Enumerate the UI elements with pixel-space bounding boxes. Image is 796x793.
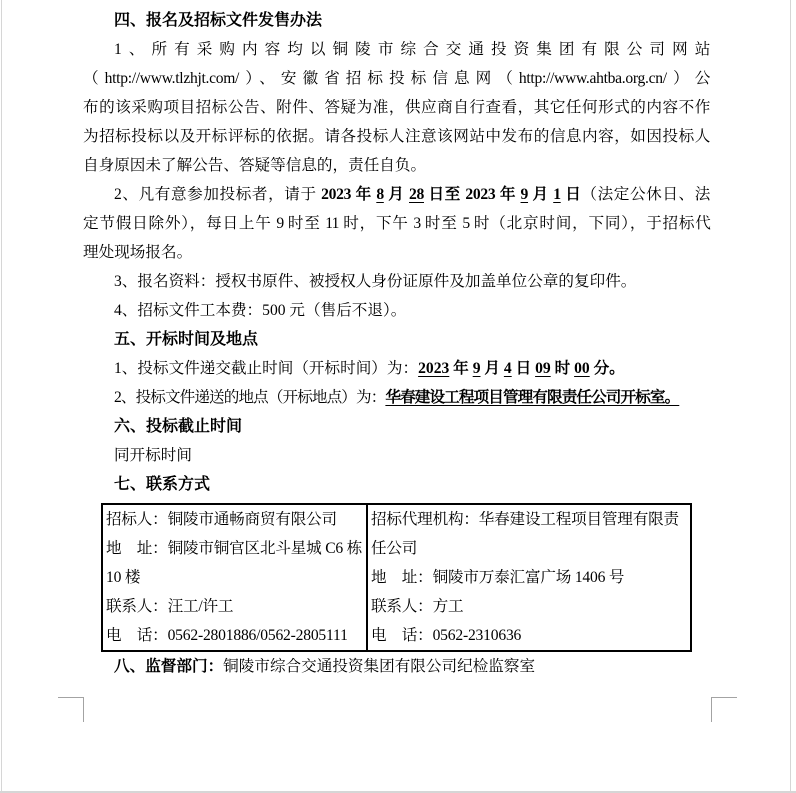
text-run: 1、投标文件递交截止时间（开标时间）为： bbox=[114, 360, 419, 377]
text-run: 五、开标时间及地点 bbox=[114, 331, 259, 348]
contact-line: 电 话：0562-2801886/0562-2805111 bbox=[106, 627, 348, 644]
document-body bbox=[83, 6, 710, 681]
contact-line: 电 话：0562-2310636 bbox=[371, 627, 522, 644]
text-line bbox=[83, 180, 710, 209]
text-run: 月 bbox=[383, 186, 409, 203]
text-run: 2023 年 bbox=[321, 186, 377, 203]
heading-section-7 bbox=[83, 470, 710, 499]
contact-line: 招标人：铜陵市通畅商贸有限公司 bbox=[106, 511, 337, 528]
heading-section-6 bbox=[83, 412, 710, 441]
text-run: 4、招标文件工本费：500 元（售后不退）。 bbox=[114, 302, 407, 319]
text-run: 年 bbox=[449, 360, 473, 377]
contact-line: 联系人：方工 bbox=[371, 598, 464, 615]
page-edge-right bbox=[790, 0, 791, 792]
text-run: 日至 2023 年 bbox=[424, 186, 521, 203]
text-run: 同开标时间 bbox=[114, 447, 192, 464]
text-run: （法定公休日、法 bbox=[581, 186, 711, 203]
margin-crop-mark-left-icon bbox=[58, 697, 84, 722]
text-run: 月 bbox=[528, 186, 554, 203]
text-line bbox=[83, 122, 710, 151]
text-run: 月 bbox=[480, 360, 504, 377]
text-line bbox=[83, 93, 710, 122]
contact-line: 地 址：铜陵市万泰汇富广场 1406 号 bbox=[371, 569, 625, 586]
heading-section-5 bbox=[83, 325, 710, 354]
text-line bbox=[83, 64, 710, 93]
text-run: （http://www.tlzhjt.com/）、安徽省招标投标信息网（http://www.ahtba.org.cn/）公 bbox=[83, 70, 710, 87]
text-run: 9 bbox=[520, 186, 529, 203]
text-run: 2、凡有意参加投标者，请于 bbox=[114, 186, 322, 203]
text-line bbox=[83, 151, 710, 180]
text-run: 定节假日除外），每日上午 9 时至 11 时，下午 3 时至 5 时（北京时间，下同），于招标代 bbox=[83, 215, 710, 232]
text-run: 分。 bbox=[589, 360, 625, 377]
text-run: 00 bbox=[574, 360, 590, 377]
text-run: 铜陵市综合交通投资集团有限公司纪检监察室 bbox=[223, 658, 536, 675]
text-run: 09 bbox=[535, 360, 551, 377]
text-run: 3、报名资料：授权书原件、被授权人身份证原件及加盖单位公章的复印件。 bbox=[114, 273, 637, 290]
text-run: 时 bbox=[550, 360, 575, 377]
text-line bbox=[83, 441, 710, 470]
text-run: 4 bbox=[503, 360, 512, 377]
text-line bbox=[83, 209, 710, 238]
agency-info-cell bbox=[368, 505, 690, 650]
text-run: 日 bbox=[511, 360, 536, 377]
text-run: 8 bbox=[376, 186, 384, 203]
text-run: 六、投标截止时间 bbox=[114, 418, 243, 435]
text-line bbox=[83, 238, 710, 267]
text-line bbox=[83, 35, 710, 64]
text-line bbox=[83, 267, 710, 296]
contact-line: 任公司 bbox=[371, 540, 418, 557]
text-run: 四、报名及招标文件发售办法 bbox=[114, 12, 323, 29]
tenderer-info-cell bbox=[103, 505, 368, 650]
text-run: 2023 bbox=[418, 360, 450, 377]
text-run: 2、投标文件递送的地点（开标地点）为： bbox=[114, 389, 386, 406]
page-edge-left bbox=[1, 0, 2, 792]
text-run: 华春建设工程项目管理有限责任公司开标室。 bbox=[385, 389, 680, 406]
text-run: 理处现场报名。 bbox=[83, 244, 193, 261]
text-line bbox=[83, 296, 710, 325]
text-run: 七、联系方式 bbox=[114, 476, 211, 493]
text-line bbox=[83, 354, 710, 383]
margin-crop-mark-right-icon bbox=[711, 697, 737, 722]
heading-section-4 bbox=[83, 6, 710, 35]
contact-line: 招标代理机构：华春建设工程项目管理有限责 bbox=[371, 511, 679, 528]
text-run: 1 bbox=[553, 186, 561, 203]
text-line bbox=[83, 652, 710, 681]
text-run: 1、所有采购内容均以铜陵市综合交通投资集团有限公司网站 bbox=[114, 41, 710, 58]
text-run: 八、监督部门： bbox=[114, 658, 224, 675]
contact-line: 联系人：汪工/许工 bbox=[106, 598, 234, 615]
text-run: 自身原因未了解公告、答疑等信息的，责任自负。 bbox=[83, 157, 427, 174]
text-run: 9 bbox=[472, 360, 481, 377]
contact-line: 10 楼 bbox=[106, 569, 141, 586]
contact-table bbox=[101, 503, 692, 652]
text-run: 28 bbox=[409, 186, 424, 203]
contact-line: 地 址：铜陵市铜官区北斗星城 C6 栋 bbox=[106, 540, 363, 557]
text-run: 为招标投标以及开标评标的依据。请各投标人注意该网站中发布的信息内容，如因投标人 bbox=[83, 128, 710, 145]
text-run: 日 bbox=[560, 186, 582, 203]
text-run: 布的该采购项目招标公告、附件、答疑为准，供应商自行查看，其它任何形式的内容不作 bbox=[83, 99, 710, 116]
text-line bbox=[83, 383, 710, 412]
